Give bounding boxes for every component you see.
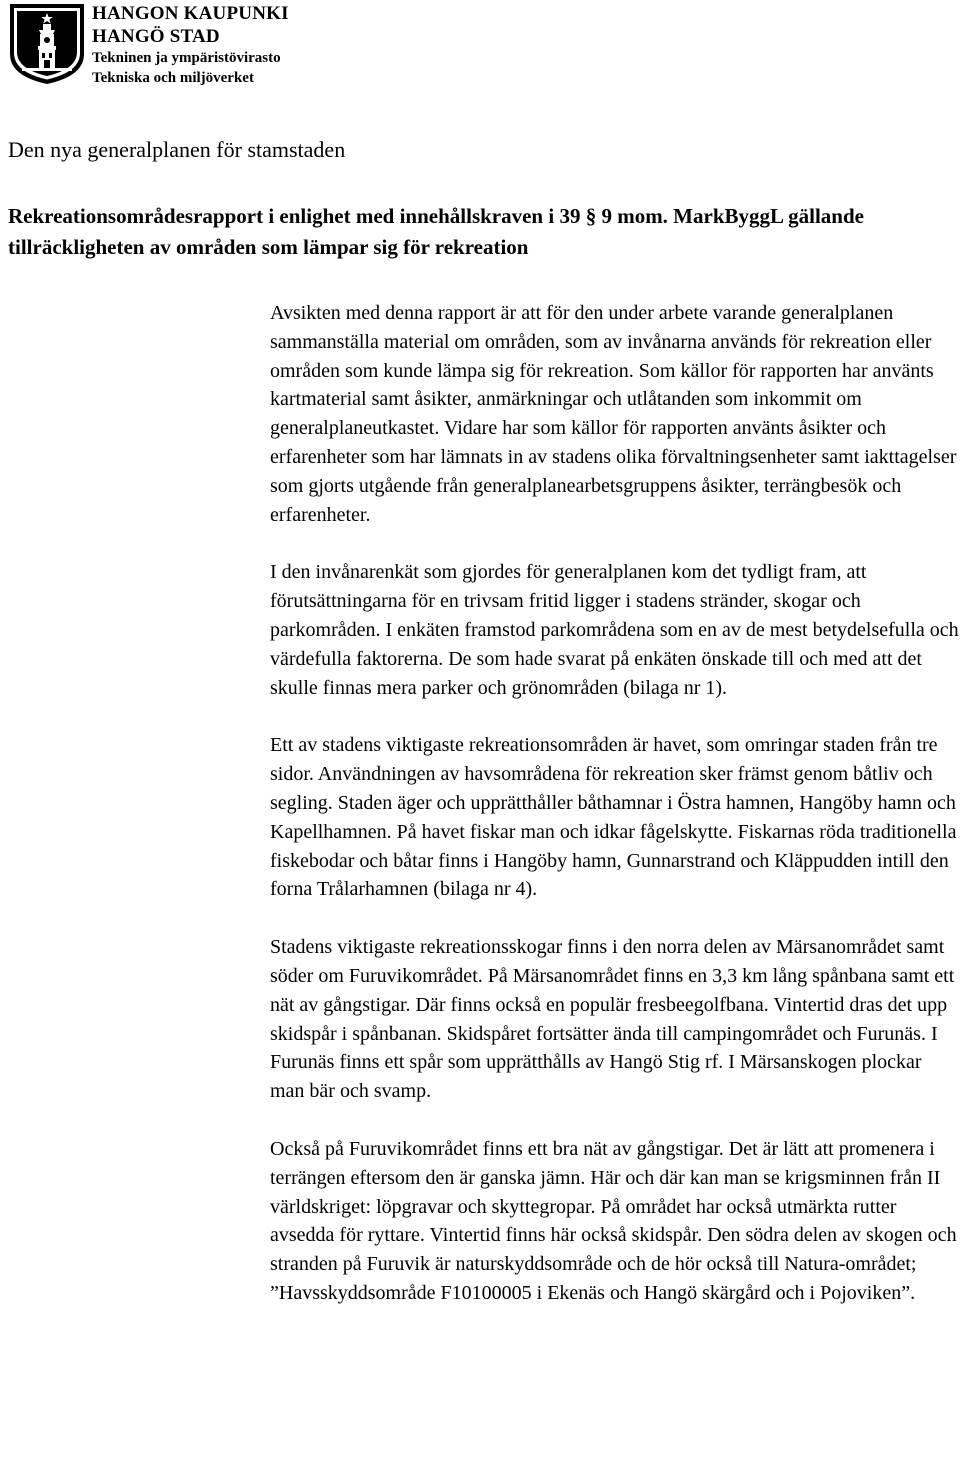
paragraph-survey: I den invånarenkät som gjordes för generalplanen kom det tydligt fram, att förutsättningarna för en trivsam fritid ligger i stadens stränder, skogar och parkområden. I enkäten framstod parkområdena som en av de mest betydelsefulla och värdefulla faktorerna. De som hade svarat på enkäten önskade till och med att det skulle finnas mera parker och grönområden (bilaga nr 1).: [270, 561, 959, 699]
paragraph-furuvik: Också på Furuvikområdet finns ett bra nät av gångstigar. Det är lätt att promenera i terrängen eftersom den är ganska jämn. Här och där kan man se krigsminnen från II världskriget: löpgravar och skyttegropar. På området har också utmärkta rutter avsedda för ryttare. Vintertid finns här också skidspår. Den södra delen av skogen och stranden på Furuvik är naturskyddsområde och de hör också till Natura-området; ”Havsskyddsområde F10100005 i Ekenäs och Hangö skärgård och i Pojoviken”.: [270, 1137, 957, 1304]
org-name-finnish: HANGON KAUPUNKI: [92, 3, 289, 24]
paragraph-sea: Ett av stadens viktigaste rekreationsområden är havet, som omringar staden från tre sidor. Användningen av havsområdena för rekreation sker främst genom båtliv och segling. Staden äger och upprätthåller båthamnar i Östra hamnen, Hangöby hamn och Kapellhamnen. På havet fiskar man och idkar fågelskytte. Fiskarnas röda traditionella fiskebodar och båtar finns i Hangöby hamn, Gunnarstrand och Kläppudden intill den forna Trålarhamnen (bilaga nr 4).: [270, 734, 957, 901]
org-name-swedish: HANGÖ STAD: [92, 26, 220, 47]
document-body: [270, 299, 960, 1337]
letterhead: [8, 2, 289, 88]
paragraph-purpose: Avsikten med denna rapport är att för den under arbete varande generalplanen sammanställa material om områden, som av invånarna används för rekreation eller områden som kunde lämpa sig för rekreation. Som källor för rapporten har använts kartmaterial samt åsikter, anmärkningar och utlåtanden som inkommit om generalplaneutkastet. Vidare har som källor för rapporten använts åsikter och erfarenheter som har lämnats in av stadens olika förvaltningsenheter samt iakttagelser som gjorts utgående från generalplanearbetsgruppens åsikter, terrängbesök och erfarenheter.: [270, 302, 957, 526]
department-swedish: Tekniska och miljöverket: [92, 70, 254, 86]
department-finnish: Tekninen ja ympäristövirasto: [92, 50, 281, 66]
organization-name: [92, 2, 289, 88]
paragraph-forests: Stadens viktigaste rekreationsskogar finns i den norra delen av Märsanområdet samt söder om Furuvikområdet. På Märsanområdet finns en 3,3 km lång spånbana samt ett nät av gångstigar. Där finns också en populär fresbeegolfbana. Vintertid dras det upp skidspår i spånbanan. Skidspåret fortsätter ända till campingområdet och Furunäs. I Furunäs finns ett spår som upprätthålls av Hangö Stig rf. I Märsanskogen plockar man bär och svamp.: [270, 936, 955, 1103]
hango-coat-of-arms-icon: [8, 2, 86, 86]
document-subject: Rekreationsområdesrapport i enlighet med innehållskraven i 39 § 9 mom. MarkByggL gällande tillräckligheten av områden som lämpar sig för rekreation: [8, 204, 864, 259]
document-title: Den nya generalplanen för stamstaden: [8, 137, 346, 162]
